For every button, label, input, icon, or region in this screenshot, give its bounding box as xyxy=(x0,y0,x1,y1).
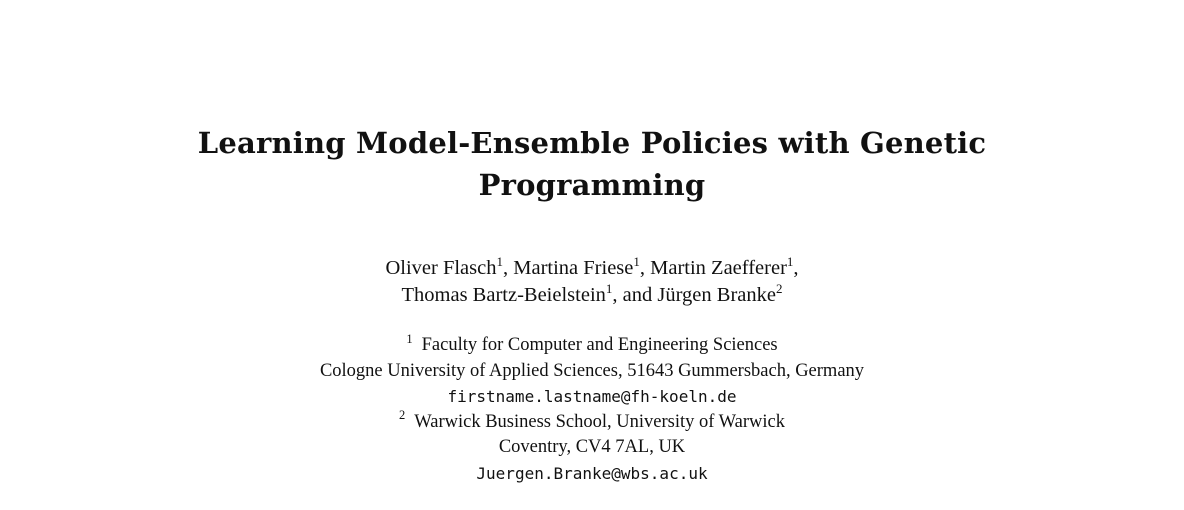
author-name: Martin Zaefferer xyxy=(650,257,787,279)
author-separator: , and xyxy=(612,284,658,306)
author-list xyxy=(0,255,1184,309)
affiliation-2-name: $^2$ Warwick Business School, University of Warwick xyxy=(399,408,785,432)
author-affiliation-mark: 1 xyxy=(786,254,794,270)
affiliation-2-address: Coventry, CV4 7AL, UK xyxy=(498,437,686,457)
author-name: Thomas Bartz-Beielstein xyxy=(401,284,606,306)
author-separator: , xyxy=(639,257,651,279)
author-line-2 xyxy=(0,282,1184,309)
author-line-1 xyxy=(0,255,1184,282)
author-name: Jürgen Branke xyxy=(657,284,776,306)
author-affiliation-mark: 1 xyxy=(496,254,503,270)
paper-title xyxy=(0,122,1184,206)
paper-title-line-1: Learning Model-Ensemble Policies with Genetic xyxy=(197,126,987,160)
author-affiliation-mark: 1 xyxy=(633,254,640,270)
affiliation-mark: 2 xyxy=(399,408,406,422)
author-name: Oliver Flasch xyxy=(385,257,497,279)
affiliation-mark: 1 xyxy=(406,331,413,346)
affiliation-1-address: Cologne University of Applied Sciences, 51643 Gummersbach, Germany xyxy=(319,360,865,381)
paper-title-line-2: Programming xyxy=(478,168,706,202)
affiliation-block xyxy=(0,333,1184,486)
affiliation-2-email[interactable]: Juergen.Branke@wbs.ac.uk xyxy=(476,463,708,483)
author-affiliation-mark: 2 xyxy=(775,281,783,297)
affiliation-1-email[interactable]: firstname.lastname@fh-koeln.de xyxy=(447,387,737,406)
affiliation-1-name: $^1$ Faculty for Computer and Engineering Sciences xyxy=(406,331,778,355)
author-affiliation-mark: 1 xyxy=(605,281,613,297)
author-name: Martina Friese xyxy=(513,257,634,279)
author-separator: , xyxy=(503,257,514,279)
author-separator: , xyxy=(793,257,799,279)
